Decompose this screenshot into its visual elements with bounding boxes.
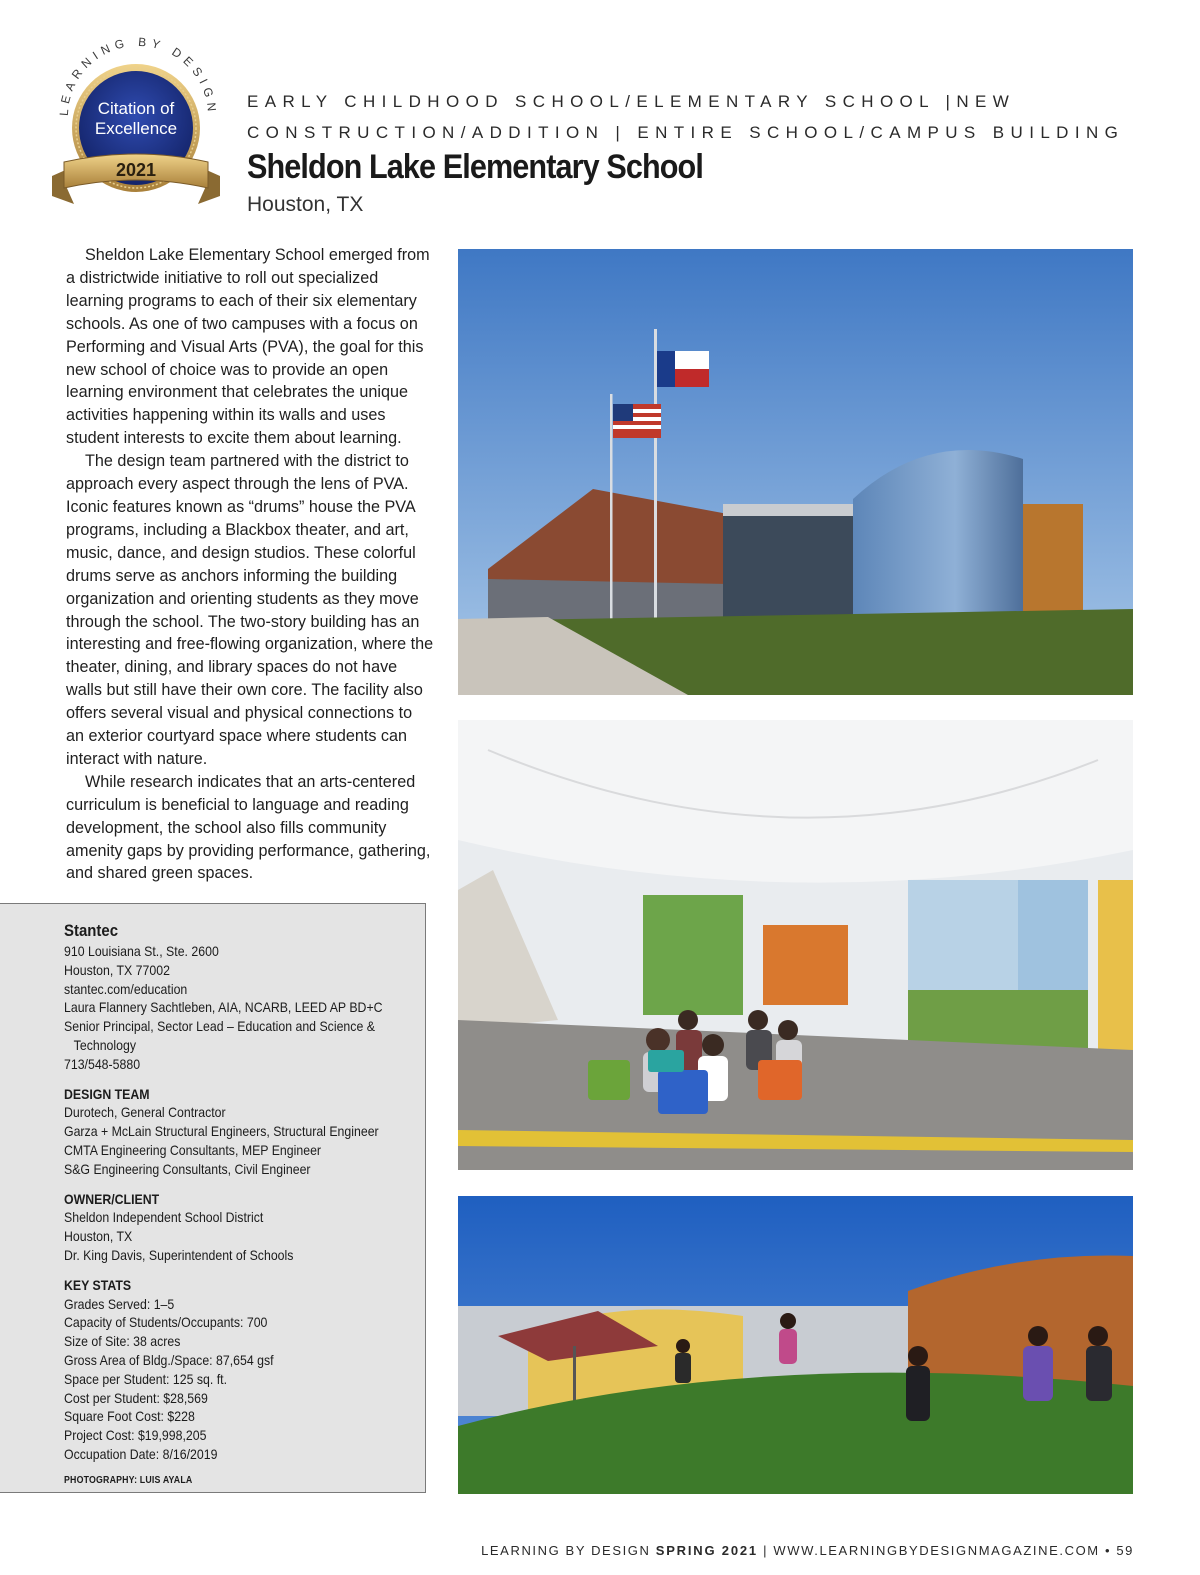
category-label [247, 86, 1147, 148]
badge-arc-text: LEARNING BY DESIGN [56, 36, 220, 117]
owner-item: Sheldon Independent School District [64, 1209, 264, 1226]
key-stats-heading: KEY STATS [64, 1276, 132, 1293]
footer-magazine: LEARNING BY DESIGN [481, 1543, 651, 1558]
stat-item: Cost per Student: $28,569 [64, 1389, 208, 1406]
article-body [66, 244, 434, 885]
contact-phone: 713/548-5880 [64, 1055, 141, 1072]
stat-item: Grades Served: 1–5 [64, 1295, 175, 1312]
contact-title-2: Technology [73, 1036, 137, 1053]
contact-name: Laura Flannery Sachtleben, AIA, NCARB, LEED AP BD+C [64, 999, 383, 1016]
stat-item: Project Cost: $19,998,205 [64, 1427, 207, 1444]
stat-item: Gross Area of Bldg./Space: 87,654 gsf [64, 1351, 274, 1368]
location: Houston, TX [247, 193, 364, 216]
owner-heading: OWNER/CLIENT [64, 1190, 160, 1207]
firm-name: Stantec [64, 921, 119, 940]
firm-website: stantec.com/education [64, 980, 188, 997]
stat-item: Size of Site: 38 acres [64, 1333, 181, 1350]
page-footer [481, 1543, 1134, 1558]
design-team-heading: DESIGN TEAM [64, 1085, 150, 1102]
paragraph-2: The design team partnered with the district to approach every aspect through the lens of PVA. Iconic features known as “drums” house the PVA programs, including a Blackbox theater, and art, music, dance, and design studios. These colorful drums serve as anchors informing the building organization and orienting students as they move through the school. The two-story building has an interesting and free-flowing organization, where the theater, dining, and library spaces do not have walls but still have their own core. The facility also offers several visual and physical connections to an exterior courtyard space where students can interact with nature. [66, 452, 434, 768]
badge-year: 2021 [115, 160, 157, 180]
design-team-item: Garza + McLain Structural Engineers, Structural Engineer [64, 1123, 379, 1140]
citation-of-excellence-badge [48, 36, 226, 214]
footer-bullet: • [1104, 1543, 1112, 1558]
courtyard-photo [458, 1196, 1133, 1494]
badge-line1: Citation of [97, 99, 175, 118]
footer-issue: SPRING 2021 [655, 1543, 758, 1558]
badge-line2: Excellence [94, 119, 178, 138]
contact-title-1: Senior Principal, Sector Lead – Education and Science & [64, 1018, 375, 1035]
category-line-1: EARLY CHILDHOOD SCHOOL/ELEMENTARY SCHOOL |NEW [247, 92, 1016, 111]
design-team-item: Durotech, General Contractor [64, 1104, 226, 1121]
design-team-item: CMTA Engineering Consultants, MEP Engineer [64, 1141, 322, 1158]
stat-item: Square Foot Cost: $228 [64, 1408, 195, 1425]
stat-item: Occupation Date: 8/16/2019 [64, 1445, 218, 1462]
paragraph-1: Sheldon Lake Elementary School emerged from a districtwide initiative to roll out specialized learning programs to each of their six elementary schools. As one of two campuses with a focus on Performing and Visual Arts (PVA), the goal for this new school of choice was to provide an open learning environment that celebrates the unique activities happening within its walls and uses student interests to excite them about learning. [66, 246, 430, 448]
footer-separator: | [763, 1543, 769, 1558]
stat-item: Space per Student: 125 sq. ft. [64, 1370, 228, 1387]
interior-commons-photo [458, 720, 1133, 1170]
project-info-box [0, 903, 426, 1493]
exterior-photo [458, 249, 1133, 695]
category-line-2: CONSTRUCTION/ADDITION | ENTIRE SCHOOL/CAMPUS BUILDING [247, 123, 1125, 142]
stat-item: Capacity of Students/Occupants: 700 [64, 1314, 268, 1331]
footer-website[interactable]: WWW.LEARNINGBYDESIGNMAGAZINE.COM [773, 1543, 1100, 1558]
address-line-1: 910 Louisiana St., Ste. 2600 [64, 943, 219, 959]
address-line-2: Houston, TX 77002 [64, 961, 170, 978]
page-title: Sheldon Lake Elementary School [247, 148, 703, 186]
owner-item: Houston, TX [64, 1228, 133, 1245]
design-team-item: S&G Engineering Consultants, Civil Engineer [64, 1160, 311, 1177]
photo-credit: PHOTOGRAPHY: LUIS AYALA [64, 1474, 193, 1486]
page-number: 59 [1116, 1543, 1134, 1558]
paragraph-3: While research indicates that an arts-centered curriculum is beneficial to language and reading development, the school also fills community amenity gaps by providing performance, gathering, and shared green spaces. [66, 772, 431, 883]
owner-item: Dr. King Davis, Superintendent of Schools [64, 1246, 294, 1263]
